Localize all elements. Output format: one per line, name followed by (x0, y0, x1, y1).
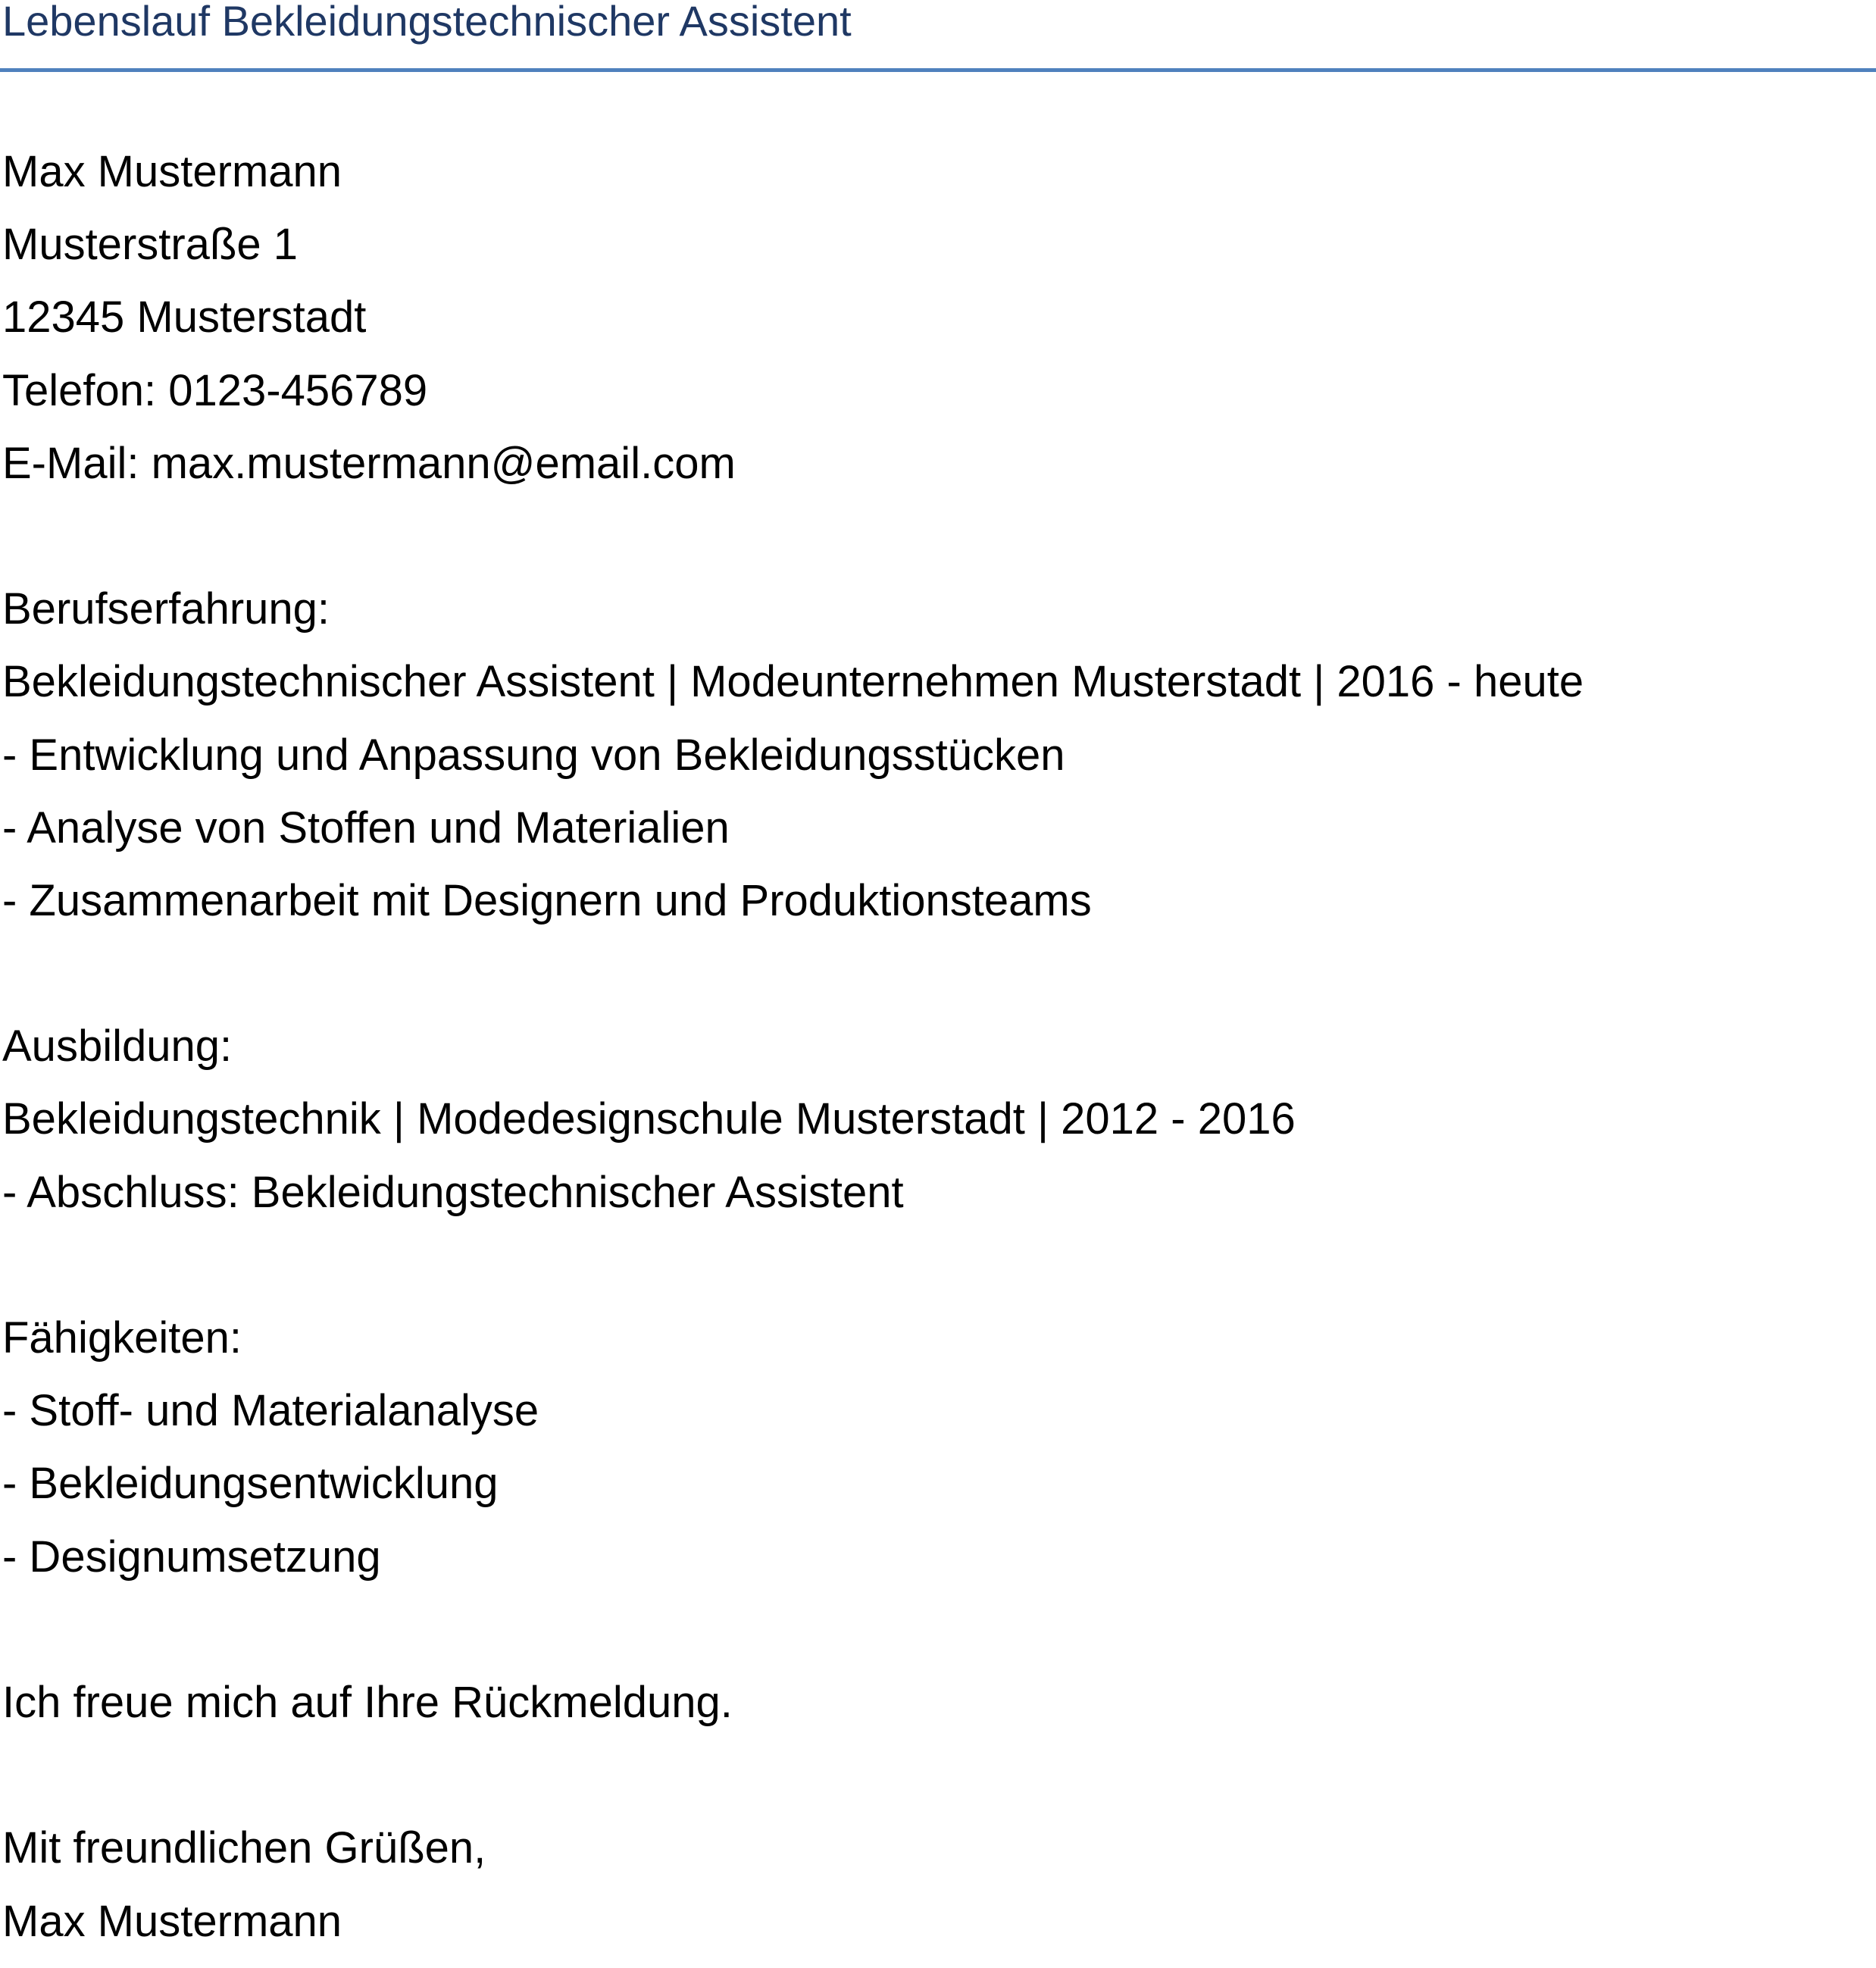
contact-email: E-Mail: max.mustermann@email.com (2, 438, 736, 488)
closing-salutation: Mit freundlichen Grüßen, (2, 1823, 486, 1873)
closing-text: Ich freue mich auf Ihre Rückmeldung. (2, 1677, 733, 1727)
document-body (2, 145, 1874, 1968)
contact-block (2, 145, 1874, 510)
contact-name: Max Mustermann (2, 147, 342, 196)
spacer (2, 1749, 1874, 1822)
experience-position: Bekleidungstechnischer Assistent | Modeunternehmen Musterstadt | 2016 - heute (2, 657, 1584, 707)
education-program: Bekleidungstechnik | Modedesignschule Musterstadt | 2012 - 2016 (2, 1094, 1296, 1144)
list-item: - Analyse von Stoffen und Materialien (2, 803, 730, 853)
education-heading: Ausbildung: (2, 1022, 233, 1072)
skills-heading: Fähigkeiten: (2, 1313, 242, 1363)
list-item: - Bekleidungsentwicklung (2, 1459, 499, 1509)
experience-heading: Berufserfahrung: (2, 584, 330, 634)
contact-street: Musterstraße 1 (2, 220, 298, 270)
list-item: - Designumsetzung (2, 1532, 381, 1582)
education-section (2, 1020, 1874, 1239)
list-item: - Stoff- und Materialanalyse (2, 1386, 539, 1436)
skills-section (2, 1312, 1874, 1603)
list-item: - Entwicklung und Anpassung von Bekleidungsstücken (2, 730, 1065, 780)
closing-section (2, 1676, 1874, 1968)
spacer (2, 1239, 1874, 1312)
spacer (2, 510, 1874, 583)
list-item: - Abschluss: Bekleidungstechnischer Assistent (2, 1167, 904, 1217)
spacer (2, 1603, 1874, 1676)
spacer (2, 947, 1874, 1020)
contact-phone: Telefon: 0123-456789 (2, 365, 428, 415)
list-item: - Zusammenarbeit mit Designern und Produktionsteams (2, 875, 1092, 925)
title-divider (0, 68, 1876, 72)
document-title: Lebenslauf Bekleidungstechnischer Assistent (2, 0, 852, 45)
closing-signature: Max Mustermann (2, 1896, 342, 1946)
contact-city: 12345 Musterstadt (2, 293, 367, 343)
experience-section (2, 583, 1874, 947)
